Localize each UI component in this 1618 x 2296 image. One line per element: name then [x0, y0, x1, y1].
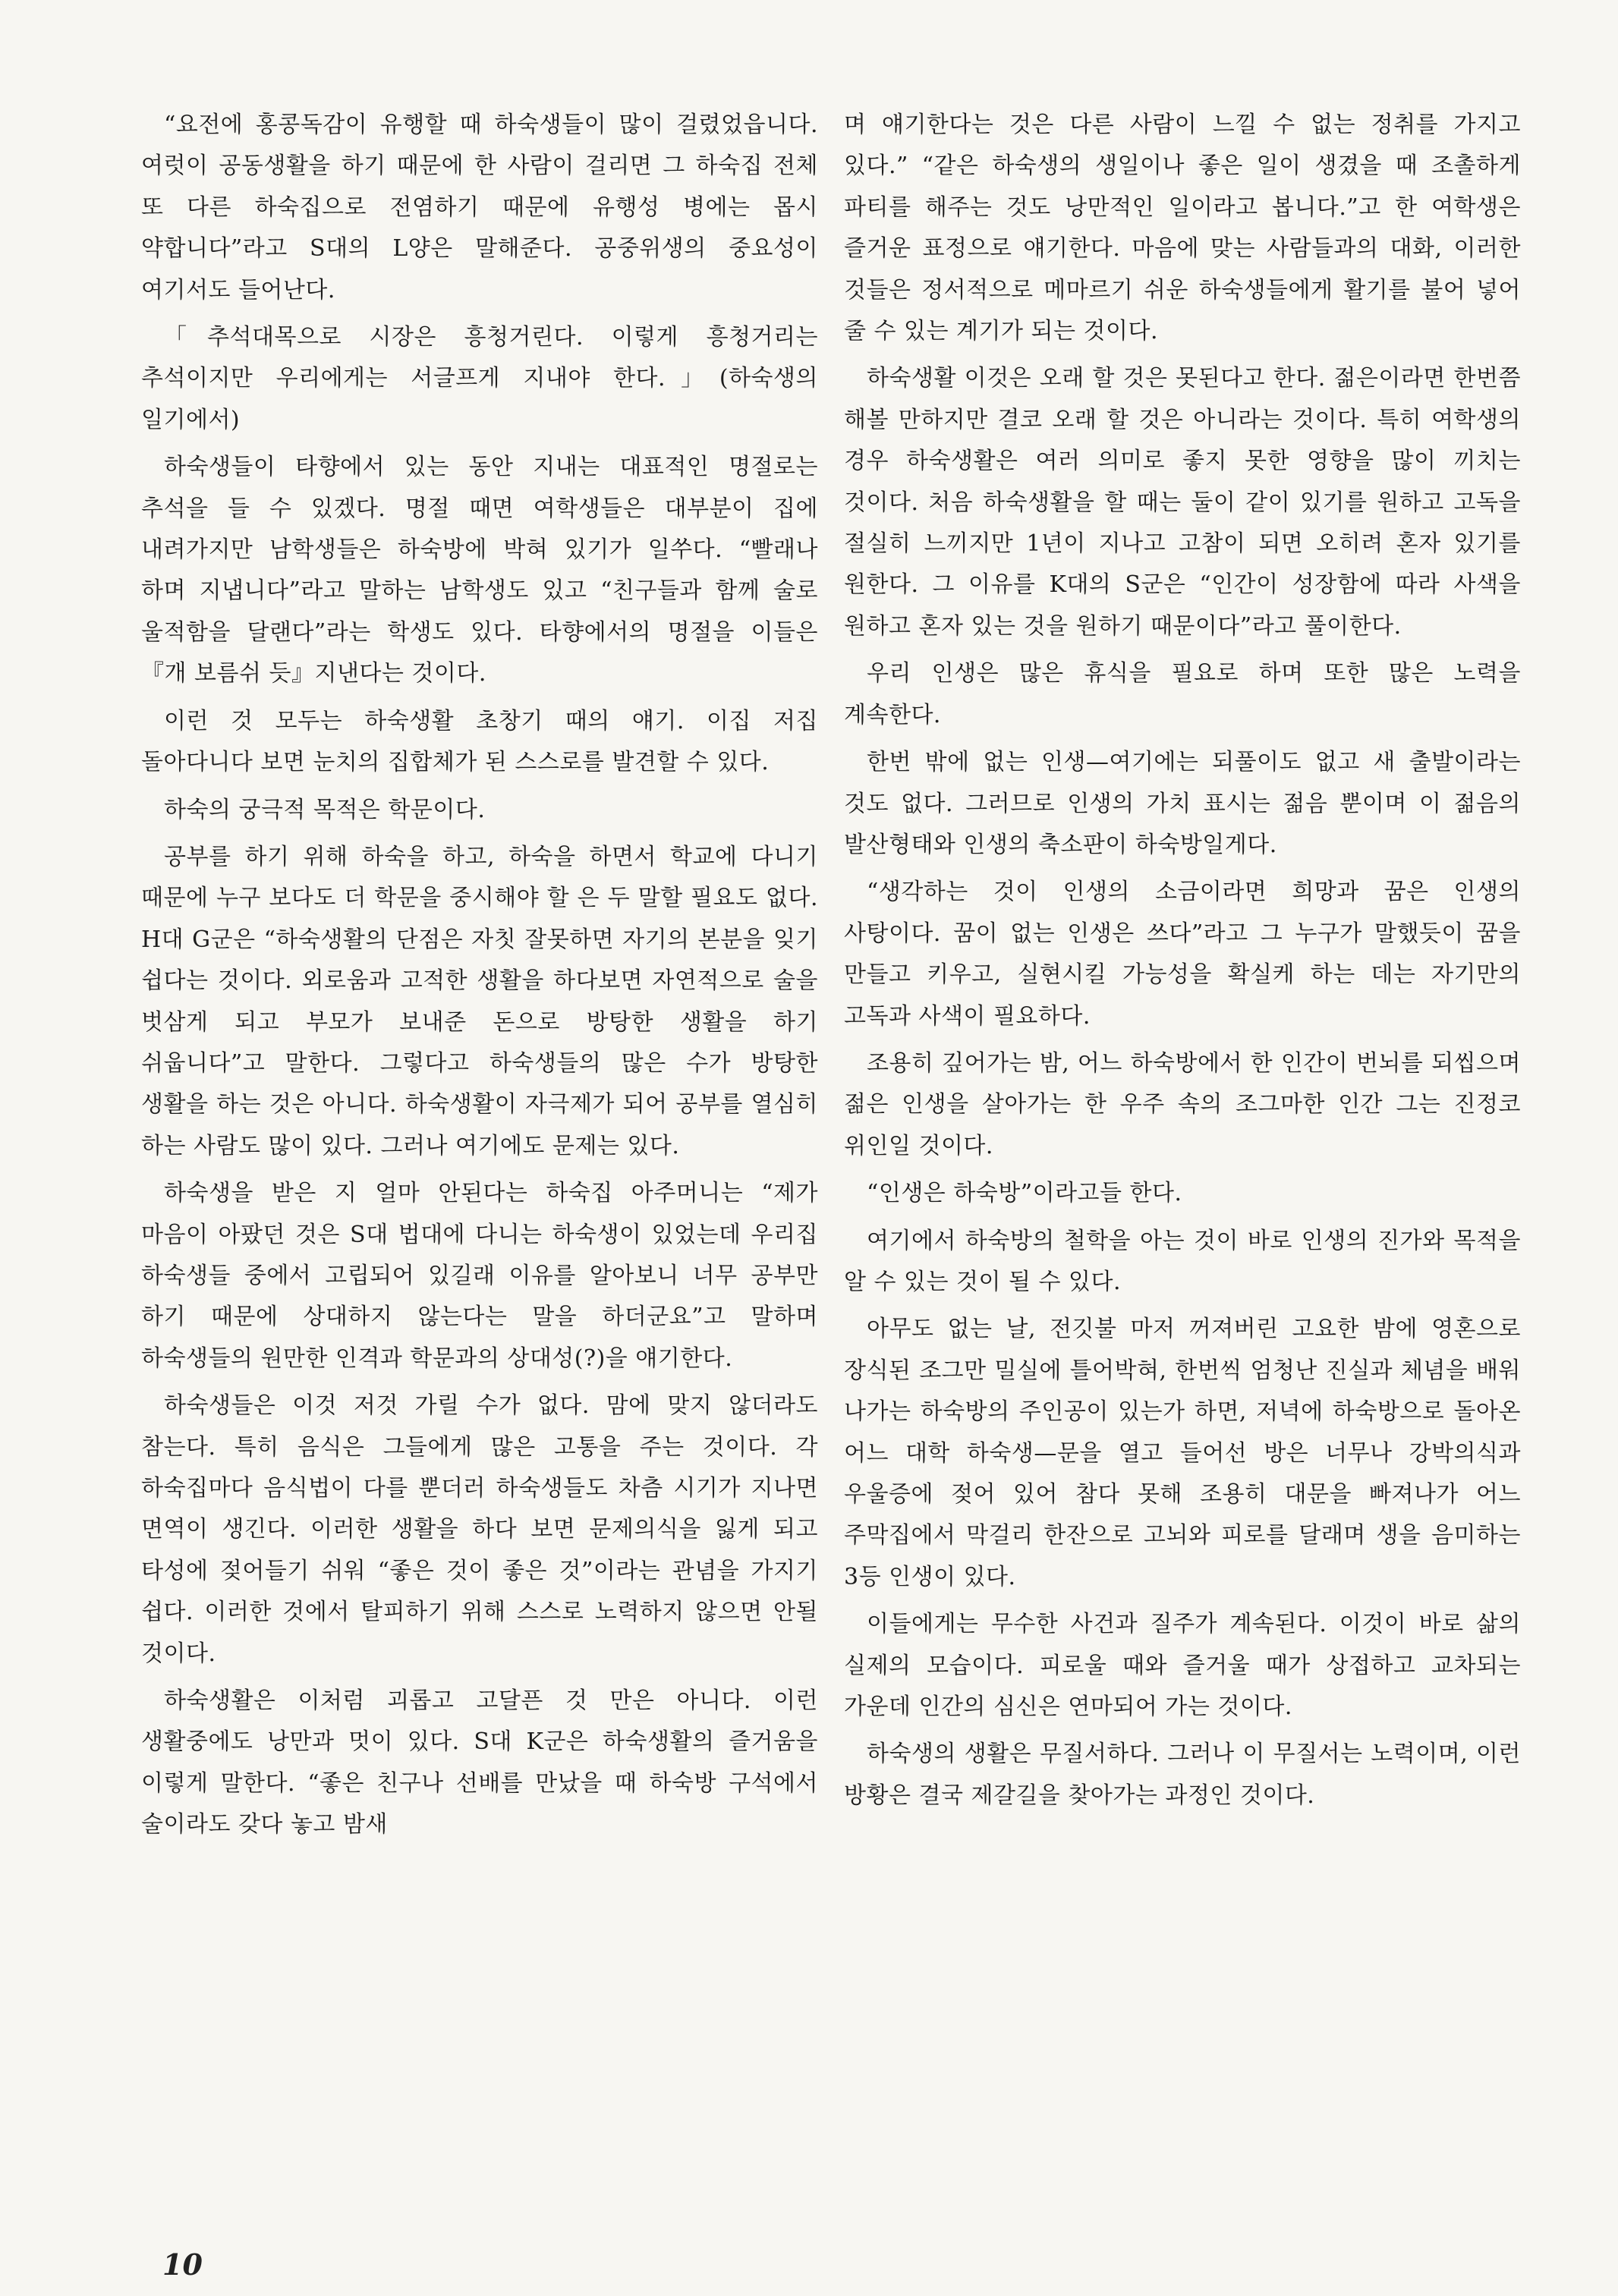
paragraph: 하숙생의 생활은 무질서하다. 그러나 이 무질서는 노력이며, 이런 방황은 결국 제갈길을 찾아가는 과정인 것이다.	[844, 1741, 1521, 1809]
paragraph: “인생은 하숙방”이라고들 한다.	[867, 1180, 1182, 1207]
paragraph: 우리 인생은 많은 휴식을 필요로 하며 또한 많은 노력을 계속한다.	[844, 660, 1521, 728]
paragraph: 이런 것 모두는 하숙생활 초창기 때의 얘기. 이집 저집 돌아다니다 보면 눈치의 집합체가 된 스스로를 발견할 수 있다.	[141, 707, 818, 776]
page-number: 10	[162, 2247, 203, 2282]
paragraph: 이들에게는 무수한 사건과 질주가 계속된다. 이것이 바로 삶의 실제의 모습이다. 피로울 때와 즐거울 때가 상접하고 교차되는 가운데 인간의 심신은 연마되어 가는 것이다.	[844, 1611, 1521, 1721]
paragraph: 아무도 없는 날, 전깃불 마저 꺼져버린 고요한 밤에 영혼으로 장식된 조그만 밀실에 틀어박혀, 한번씩 엄청난 진실과 체념을 배워 나가는 하숙방의 주인공이 있는가 하면, 저녁에 하숙방으로 돌아온 어느 대학 하숙생—문을 열고 들어선 방은 너무나 강박의식과 우울증에 젖어 있어 참다 못해 조용히 대문을 빠져나가 어느 주막집에서 막걸리 한잔으로 고뇌와 피로를 달래며 생을 음미하는 3등 인생이 있다.	[844, 1316, 1521, 1590]
paragraph: “요전에 홍콩독감이 유행할 때 하숙생들이 많이 걸렸었읍니다. 여럿이 공동생활을 하기 때문에 한 사람이 걸리면 그 하숙집 전체 또 다른 하숙집으로 전염하기 때문에 유행성 병에는 몹시 약합니다”라고 S대의 L양은 말해준다. 공중위생의 중요성이 여기서도 들어난다.	[141, 112, 818, 304]
paragraph: 「추석대목으로 시장은 흥청거린다. 이렇게 흥청거리는 추석이지만 우리에게는 서글프게 지내야 한다.」(하숙생의 일기에서)	[141, 324, 818, 433]
paragraph: 며 얘기한다는 것은 다른 사람이 느낄 수 없는 정취를 가지고 있다.” “같은 하숙생의 생일이나 좋은 일이 생겼을 때 조촐하게 파티를 해주는 것도 낭만적인 일이라고 봅니다.”고 한 여학생은 즐거운 표정으로 얘기한다. 마음에 맞는 사람들과의 대화, 이러한 것들은 정서적으로 메마르기 쉬운 하숙생들에게 활기를 불어 넣어 줄 수 있는 계기가 되는 것이다.	[844, 112, 1521, 345]
paragraph: 여기에서 하숙방의 철학을 아는 것이 바로 인생의 진가와 목적을 알 수 있는 것이 될 수 있다.	[844, 1227, 1521, 1295]
paragraph: 하숙의 궁극적 목적은 학문이다.	[164, 796, 486, 823]
paragraph: 한번 밖에 없는 인생—여기에는 되풀이도 없고 새 출발이라는 것도 없다. 그러므로 인생의 가치 표시는 젊음 뿐이며 이 젊음의 발산형태와 인생의 축소판이 하숙방일게다.	[844, 749, 1521, 858]
paragraph: “생각하는 것이 인생의 소금이라면 희망과 꿈은 인생의 사탕이다. 꿈이 없는 인생은 쓰다”라고 그 누구가 말했듯이 꿈을 만들고 키우고, 실현시킬 가능성을 확실케 하는 데는 자기만의 고독과 사색이 필요하다.	[844, 879, 1521, 1030]
paragraph: 하숙생을 받은 지 얼마 안된다는 하숙집 아주머니는 “제가 마음이 아팠던 것은 S대 법대에 다니는 하숙생이 있었는데 우리집 하숙생들 중에서 고립되어 있길래 이유를 알아보니 너무 공부만 하기 때문에 상대하지 않는다는 말을 하더군요”고 말하며 하숙생들의 원만한 인격과 학문과의 상대성(?)을 얘기한다.	[141, 1180, 818, 1372]
paragraph: 하숙생활 이것은 오래 할 것은 못된다고 한다. 젊은이라면 한번쯤 해볼 만하지만 결코 오래 할 것은 아니라는 것이다. 특히 여학생의 경우 하숙생활은 여러 의미로 좋지 못한 영향을 많이 끼치는 것이다. 처음 하숙생활을 할 때는 둘이 같이 있기를 원하고 고독을 절실히 느끼지만 1년이 지나고 고참이 되면 오히려 혼자 있기를 원한다. 그 이유를 K대의 S군은 “인간이 성장함에 따라 사색을 원하고 혼자 있는 것을 원하기 때문이다”라고 풀이한다.	[844, 365, 1521, 640]
paragraph: 조용히 깊어가는 밤, 어느 하숙방에서 한 인간이 번뇌를 되씹으며 젊은 인생을 살아가는 한 우주 속의 조그마한 인간 그는 진정코 위인일 것이다.	[844, 1049, 1521, 1159]
right-column	[844, 105, 1521, 1823]
paragraph: 하숙생활은 이처럼 괴롭고 고달픈 것 만은 아니다. 이런 생활중에도 낭만과 멋이 있다. S대 K군은 하숙생활의 즐거움을 이렇게 말한다. “좋은 친구나 선배를 만났을 때 하숙방 구석에서 술이라도 갖다 놓고 밤새	[141, 1687, 818, 1838]
paragraph: 하숙생들은 이것 저것 가릴 수가 없다. 맘에 맞지 않더라도 참는다. 특히 음식은 그들에게 많은 고통을 주는 것이다. 각 하숙집마다 음식법이 다를 뿐더러 하숙생들도 차츰 시기가 지나면 면역이 생긴다. 이러한 생활을 하다 보면 문제의식을 잃게 되고 타성에 젖어들기 쉬워 “좋은 것이 좋은 것”이라는 관념을 가지기 쉽다. 이러한 것에서 탈피하기 위해 스스로 노력하지 않으면 안될 것이다.	[141, 1392, 818, 1667]
left-column	[141, 105, 818, 1852]
paragraph: 하숙생들이 타향에서 있는 동안 지내는 대표적인 명절로는 추석을 들 수 있겠다. 명절 때면 여학생들은 대부분이 집에 내려가지만 남학생들은 하숙방에 박혀 있기가 일쑤다. “빨래나 하며 지냅니다”라고 말하는 남학생도 있고 “친구들과 함께 술로 울적함을 달랜다”라는 학생도 있다. 타향에서의 명절을 이들은 『개 보름쉬 듯』지낸다는 것이다.	[141, 454, 818, 687]
paragraph: 공부를 하기 위해 하숙을 하고, 하숙을 하면서 학교에 다니기 때문에 누구 보다도 더 학문을 중시해야 할 은 두 말할 필요도 없다. H대 G군은 “하숙생활의 단점은 자칫 잘못하면 자기의 본분을 잊기 쉽다는 것이다. 외로움과 고적한 생활을 하다보면 자연적으로 술을 벗삼게 되고 부모가 보내준 돈으로 방탕한 생활을 하기 쉬웁니다”고 말한다. 그렇다고 하숙생들의 많은 수가 방탕한 생활을 하는 것은 아니다. 하숙생활이 자극제가 되어 공부를 열심히 하는 사람도 많이 있다. 그러나 여기에도 문제는 있다.	[141, 843, 818, 1159]
